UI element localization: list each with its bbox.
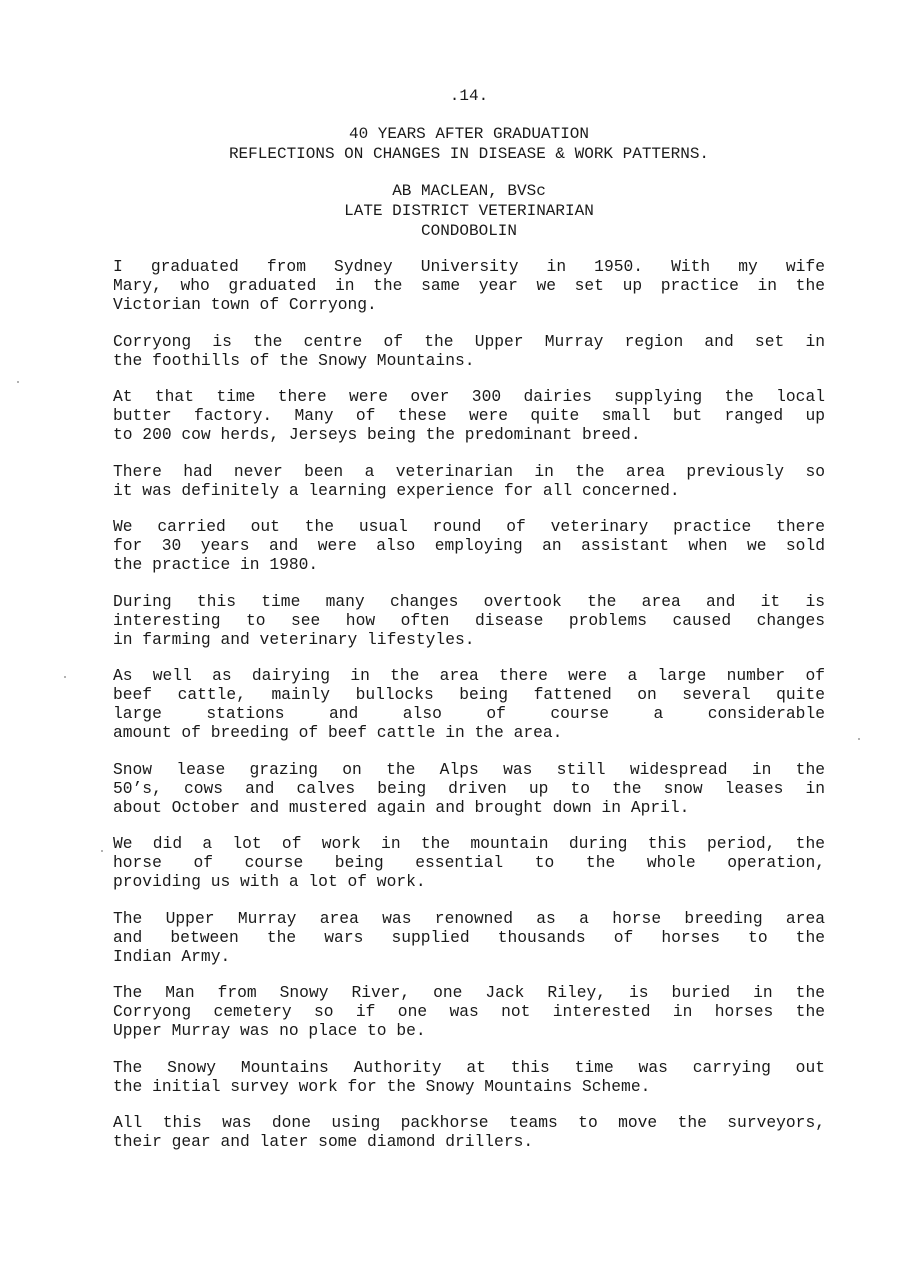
scan-speck [17, 381, 19, 383]
paragraph-line: During this time many changes overtook the area and it is [113, 591, 825, 611]
paragraph-line: amount of breeding of beef cattle in the area. [113, 723, 563, 742]
scan-speck [101, 850, 103, 852]
paragraph-line: to 200 cow herds, Jerseys being the predominant breed. [113, 425, 641, 444]
body-paragraph [113, 1113, 825, 1151]
paragraph-line: The Upper Murray area was renowned as a horse breeding area [113, 908, 825, 928]
body-paragraph [113, 257, 825, 314]
paragraph-line: The Man from Snowy River, one Jack Riley, is buried in the [113, 983, 825, 1002]
scan-speck [64, 676, 66, 678]
paragraph-line: butter factory. Many of these were quite small but ranged up [113, 406, 825, 425]
paragraph-line: Mary, who graduated in the same year we set up practice in the [113, 276, 825, 295]
author-location: CONDOBOLIN [420, 222, 517, 240]
paragraph-line: We carried out the usual round of veterinary practice there [113, 517, 825, 536]
paragraph-line: for 30 years and were also employing an assistant when we sold [113, 536, 825, 555]
paragraph-line: All this was done using packhorse teams to move the surveyors, [113, 1113, 825, 1132]
paragraph-line: in farming and veterinary lifestyles. [113, 629, 475, 649]
paragraph-line: the initial survey work for the Snowy Mountains Scheme. [113, 1076, 651, 1096]
paragraph-line: their gear and later some diamond drillers. [113, 1132, 534, 1151]
paragraph-line: Upper Murray was no place to be. [113, 1021, 426, 1040]
paragraph-line: providing us with a lot of work. [113, 872, 426, 891]
scan-speck [858, 738, 860, 740]
paragraph-line: large stations and also of course a considerable [113, 704, 825, 723]
body-paragraph [113, 983, 825, 1040]
paragraph-line: I graduated from Sydney University in 1950. With my wife [113, 257, 825, 276]
body-paragraph [113, 666, 825, 742]
paragraph-line: 50’s, cows and calves being driven up to the snow leases in [113, 778, 825, 798]
paragraph-line: about October and mustered again and brought down in April. [113, 797, 690, 817]
page-number: .14. [449, 87, 489, 105]
title-line-1: 40 YEARS AFTER GRADUATION [348, 125, 590, 143]
paragraph-line: the foothills of the Snowy Mountains. [113, 350, 475, 370]
author-name: AB MACLEAN, BVSc [392, 182, 546, 200]
body-paragraph [113, 834, 825, 891]
paragraph-line: Indian Army. [113, 946, 231, 966]
paragraph-line: The Snowy Mountains Authority at this time was carrying out [113, 1057, 825, 1077]
paragraph-line: interesting to see how often disease problems caused changes [113, 610, 825, 630]
paragraph-line: There had never been a veterinarian in the area previously so [113, 461, 825, 481]
paragraph-line: horse of course being essential to the whole operation, [113, 853, 825, 872]
body-paragraph [113, 592, 825, 649]
body-paragraph [113, 517, 825, 574]
paragraph-line: We did a lot of work in the mountain during this period, the [113, 834, 825, 853]
body-paragraph [113, 1058, 825, 1096]
paragraph-line: Corryong is the centre of the Upper Murray region and set in [113, 331, 825, 351]
paragraph-line: beef cattle, mainly bullocks being fattened on several quite [113, 685, 825, 704]
body-paragraph [113, 760, 825, 817]
author-position: LATE DISTRICT VETERINARIAN [344, 202, 594, 220]
paragraph-line: Snow lease grazing on the Alps was still widespread in the [113, 759, 825, 779]
paragraph-line: the practice in 1980. [113, 555, 319, 574]
title-line-2: REFLECTIONS ON CHANGES IN DISEASE & WORK PATTERNS. [228, 145, 710, 163]
body-paragraph [113, 462, 825, 500]
body-paragraph [113, 332, 825, 370]
paragraph-line: it was definitely a learning experience for all concerned. [113, 480, 680, 500]
body-paragraph [113, 387, 825, 444]
paragraph-line: Victorian town of Corryong. [113, 295, 377, 314]
document-title [0, 124, 900, 164]
paragraph-line: Corryong cemetery so if one was not interested in horses the [113, 1002, 825, 1021]
paragraph-line: and between the wars supplied thousands of horses to the [113, 927, 825, 947]
body-paragraph [113, 909, 825, 966]
paragraph-line: At that time there were over 300 dairies supplying the local [113, 387, 825, 406]
author-block [0, 181, 900, 241]
body-text [113, 257, 825, 1169]
paragraph-line: As well as dairying in the area there were a large number of [113, 666, 825, 685]
